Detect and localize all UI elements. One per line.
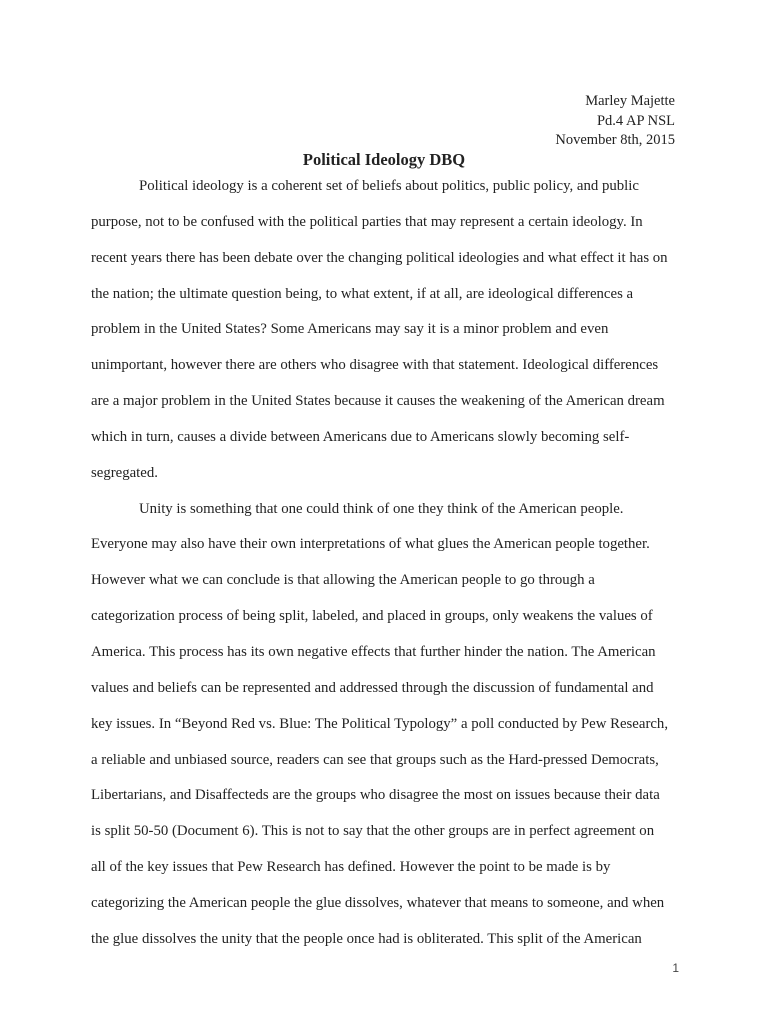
text-line: values and beliefs can be represented and addressed through the discussion of fundamental and: [91, 679, 654, 696]
text-line: key issues. In “Beyond Red vs. Blue: The Political Typology” a poll conducted by Pew Research,: [91, 715, 669, 732]
document-header: [555, 92, 675, 151]
text-line: are a major problem in the United States because it causes the weakening of the American dream: [91, 393, 665, 410]
text-line: unimportant, however there are others who disagree with that statement. Ideological differences: [91, 357, 659, 374]
text-line: However what we can conclude is that allowing the American people to go through a: [91, 572, 595, 589]
author-name: Marley Majette: [585, 93, 675, 109]
document-title: Political Ideology DBQ: [302, 150, 466, 169]
class-period: Pd.4 AP NSL: [596, 112, 675, 129]
document-date: November 8th, 2015: [555, 132, 675, 148]
page-number: 1: [672, 961, 679, 975]
text-line: the nation; the ultimate question being, to what extent, if at all, are ideological differences a: [91, 285, 634, 302]
text-line: Everyone may also have their own interpretations of what glues the American people together.: [91, 536, 650, 553]
text-line: a reliable and unbiased source, readers can see that groups such as the Hard-pressed Democrats,: [91, 751, 659, 768]
text-line: categorization process of being split, labeled, and placed in groups, only weakens the values of: [91, 608, 653, 625]
essay-body: [91, 169, 681, 958]
text-line: all of the key issues that Pew Research has defined. However the point to be made is by: [91, 859, 611, 876]
text-line: America. This process has its own negative effects that further hinder the nation. The American: [91, 643, 656, 660]
text-line: is split 50-50 (Document 6). This is not to say that the other groups are in perfect agreement on: [91, 823, 655, 840]
paragraph-2-first-line: Unity is something that one could think of one they think of the American people.: [139, 500, 624, 517]
text-line: the glue dissolves the unity that the people once had is obliterated. This split of the American: [91, 930, 642, 947]
text-line: purpose, not to be confused with the political parties that may represent a certain ideology. In: [91, 213, 643, 230]
text-line: which in turn, causes a divide between Americans due to Americans slowly becoming self-: [91, 428, 630, 445]
text-line: problem in the United States? Some Americans may say it is a minor problem and even: [91, 321, 609, 338]
text-line: segregated.: [91, 464, 158, 481]
text-line: recent years there has been debate over the changing political ideologies and what effect it has on: [91, 249, 668, 266]
paragraph-1-first-line: Political ideology is a coherent set of beliefs about politics, public policy, and public: [139, 178, 639, 194]
text-line: Libertarians, and Disaffecteds are the groups who disagree the most on issues because their data: [91, 787, 660, 804]
text-line: categorizing the American people the glue dissolves, whatever that means to someone, and when: [91, 894, 665, 911]
